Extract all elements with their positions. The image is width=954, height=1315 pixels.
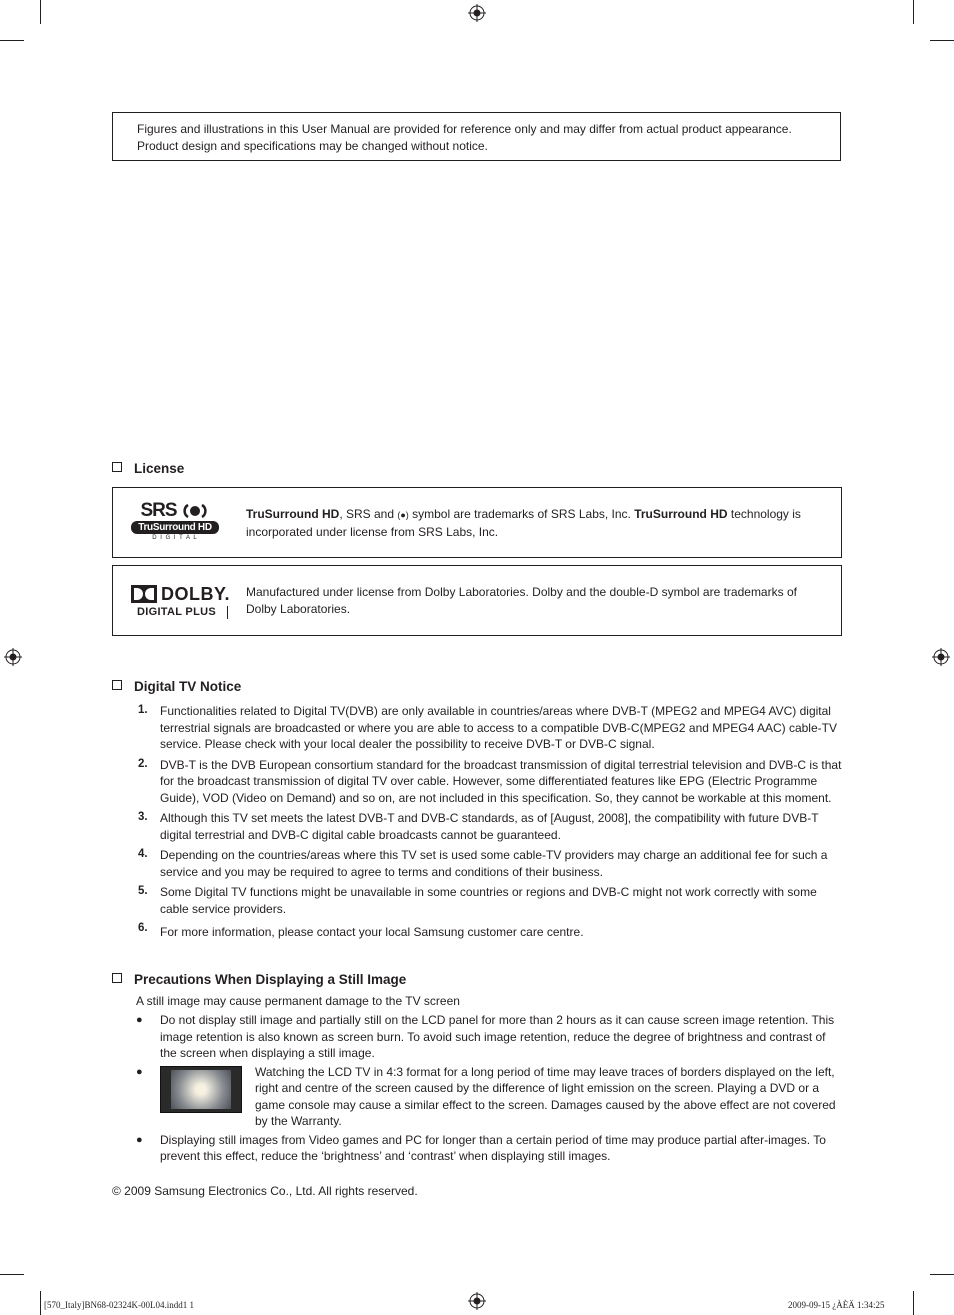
crop-mark <box>0 40 24 41</box>
list-item: 6. For more information, please contact your local Samsung customer care centre. <box>138 922 584 939</box>
precautions-intro: A still image may cause permanent damage to the TV screen <box>136 994 460 1008</box>
dolby-license-text: Manufactured under license from Dolby Laboratories. Dolby and the double-D symbol are trademarks of Dolby Laboratories. <box>246 585 797 616</box>
crop-mark <box>930 40 954 41</box>
checkbox-bullet-icon <box>112 462 122 472</box>
precautions-title: Precautions When Displaying a Still Image <box>134 972 407 987</box>
precautions-heading <box>112 972 406 989</box>
disclaimer-line: Product design and specifications may be changed without notice. <box>137 138 488 153</box>
registration-mark-icon <box>468 1292 486 1310</box>
srs-circle-icon <box>180 503 210 519</box>
digital-plus-label: DIGITAL PLUS <box>131 606 228 619</box>
crop-mark <box>913 1291 914 1315</box>
bullet-icon: ● <box>136 1065 143 1078</box>
trusurround-badge: TruSurround HD <box>131 521 219 534</box>
list-item: 3. Although this TV set meets the latest DVB-T and DVB-C standards, as of [August, 2008], the compatibility with future DVB-T digital terrestrial and DVB-C digital cable broadcasts cannot be guaranteed. <box>138 811 819 842</box>
crop-mark <box>930 1274 954 1275</box>
digital-tv-heading <box>112 679 241 696</box>
registration-mark-icon <box>4 648 22 666</box>
digital-tv-title: Digital TV Notice <box>134 679 242 694</box>
srs-symbol-icon: (●) <box>397 510 409 520</box>
list-item: ● Watching the LCD TV in 4:3 format for a long period of time may leave traces of borders displayed on the left, right and centre of the screen caused by the difference of light emission on the screen. Playing a DVD or a game console may cause a similar effect to the screen. Damages caused by the above effect are not covered by the Warranty. <box>136 1064 836 1128</box>
checkbox-bullet-icon <box>112 680 122 690</box>
srs-logo <box>131 502 219 544</box>
list-item: 4. Depending on the countries/areas where this TV set is used some cable-TV providers may charge an additional fee for such a service and you may be required to agree to terms and conditions of their business. <box>138 848 828 879</box>
registration-mark-icon <box>468 4 486 22</box>
crop-mark <box>0 1274 24 1275</box>
license-heading <box>112 461 184 478</box>
srs-license-box <box>112 487 842 558</box>
dolby-license-box <box>112 565 842 636</box>
srs-digital-label: D I G I T A L <box>152 535 198 541</box>
crop-mark <box>913 0 914 24</box>
digital-tv-list <box>112 703 844 945</box>
list-item: 5. Some Digital TV functions might be unavailable in some countries or regions and DVB-C might not work correctly with some cable service providers. <box>138 885 817 916</box>
list-item: 2. DVB-T is the DVB European consortium standard for the broadcast transmission of digital terrestrial television and DVB-C is that for the broadcast transmission of digital TV over cable. However, some differentiated features like EPG (Electric Programme Guide), VOD (Video on Demand) and so on, are not included in this specification. So, they cannot be workable at this moment. <box>138 757 842 805</box>
bullet-icon: ● <box>136 1014 143 1026</box>
copyright-notice: © 2009 Samsung Electronics Co., Ltd. All rights reserved. <box>112 1184 418 1198</box>
dolby-logo-text: DOLBY. <box>161 584 231 604</box>
srs-license-text: TruSurround HD, SRS and (●) symbol are trademarks of SRS Labs, Inc. TruSurround HD technology is incorporated under license from SRS Labs, Inc. <box>246 507 801 539</box>
disclaimer-box <box>112 112 841 161</box>
precautions-list <box>112 1012 844 1167</box>
registration-mark-icon <box>932 648 950 666</box>
list-item: ● Displaying still images from Video games and PC for longer than a certain period of time may produce partial after-images. To prevent this effect, reduce the ‘brightness’ and ‘contrast’ when displaying still images. <box>136 1132 826 1163</box>
list-item: ● Do not display still image and partially still on the LCD panel for more than 2 hours as it can cause screen image retention. This image retention is also known as screen burn. To avoid such image retention, reduce the degree of brightness and contrast of the screen when displaying a still image. <box>136 1013 835 1060</box>
srs-logo-text: SRS <box>140 500 177 521</box>
flower-image <box>171 1070 231 1109</box>
license-title: License <box>134 461 185 476</box>
checkbox-bullet-icon <box>112 973 122 983</box>
print-file-info: [570_Italy]BN68-02324K-00L04.indd1 1 <box>44 1300 194 1310</box>
double-d-icon <box>131 585 157 603</box>
list-item: 1. Functionalities related to Digital TV(DVB) are only available in countries/areas where DVB-T (MPEG2 and MPEG4 AVC) digital terrestrial signals are broadcasted or where you are able to access to a compatible DVB-C(MPEG2 and MPEG4 AAC) cable-TV service. Please check with your local dealer the possibility to receive DVB-T or DVB-C signal. <box>138 704 837 751</box>
bullet-icon: ● <box>136 1133 143 1146</box>
disclaimer-line: Figures and illustrations in this User Manual are provided for reference only and may differ from actual product appearance. <box>137 122 792 136</box>
crop-mark <box>40 1291 41 1315</box>
tv-screen-image <box>160 1066 242 1113</box>
dolby-logo <box>131 584 231 622</box>
crop-mark <box>40 0 41 24</box>
print-date-info: 2009-09-15 ¿ÀÈÄ 1:34:25 <box>788 1300 885 1310</box>
